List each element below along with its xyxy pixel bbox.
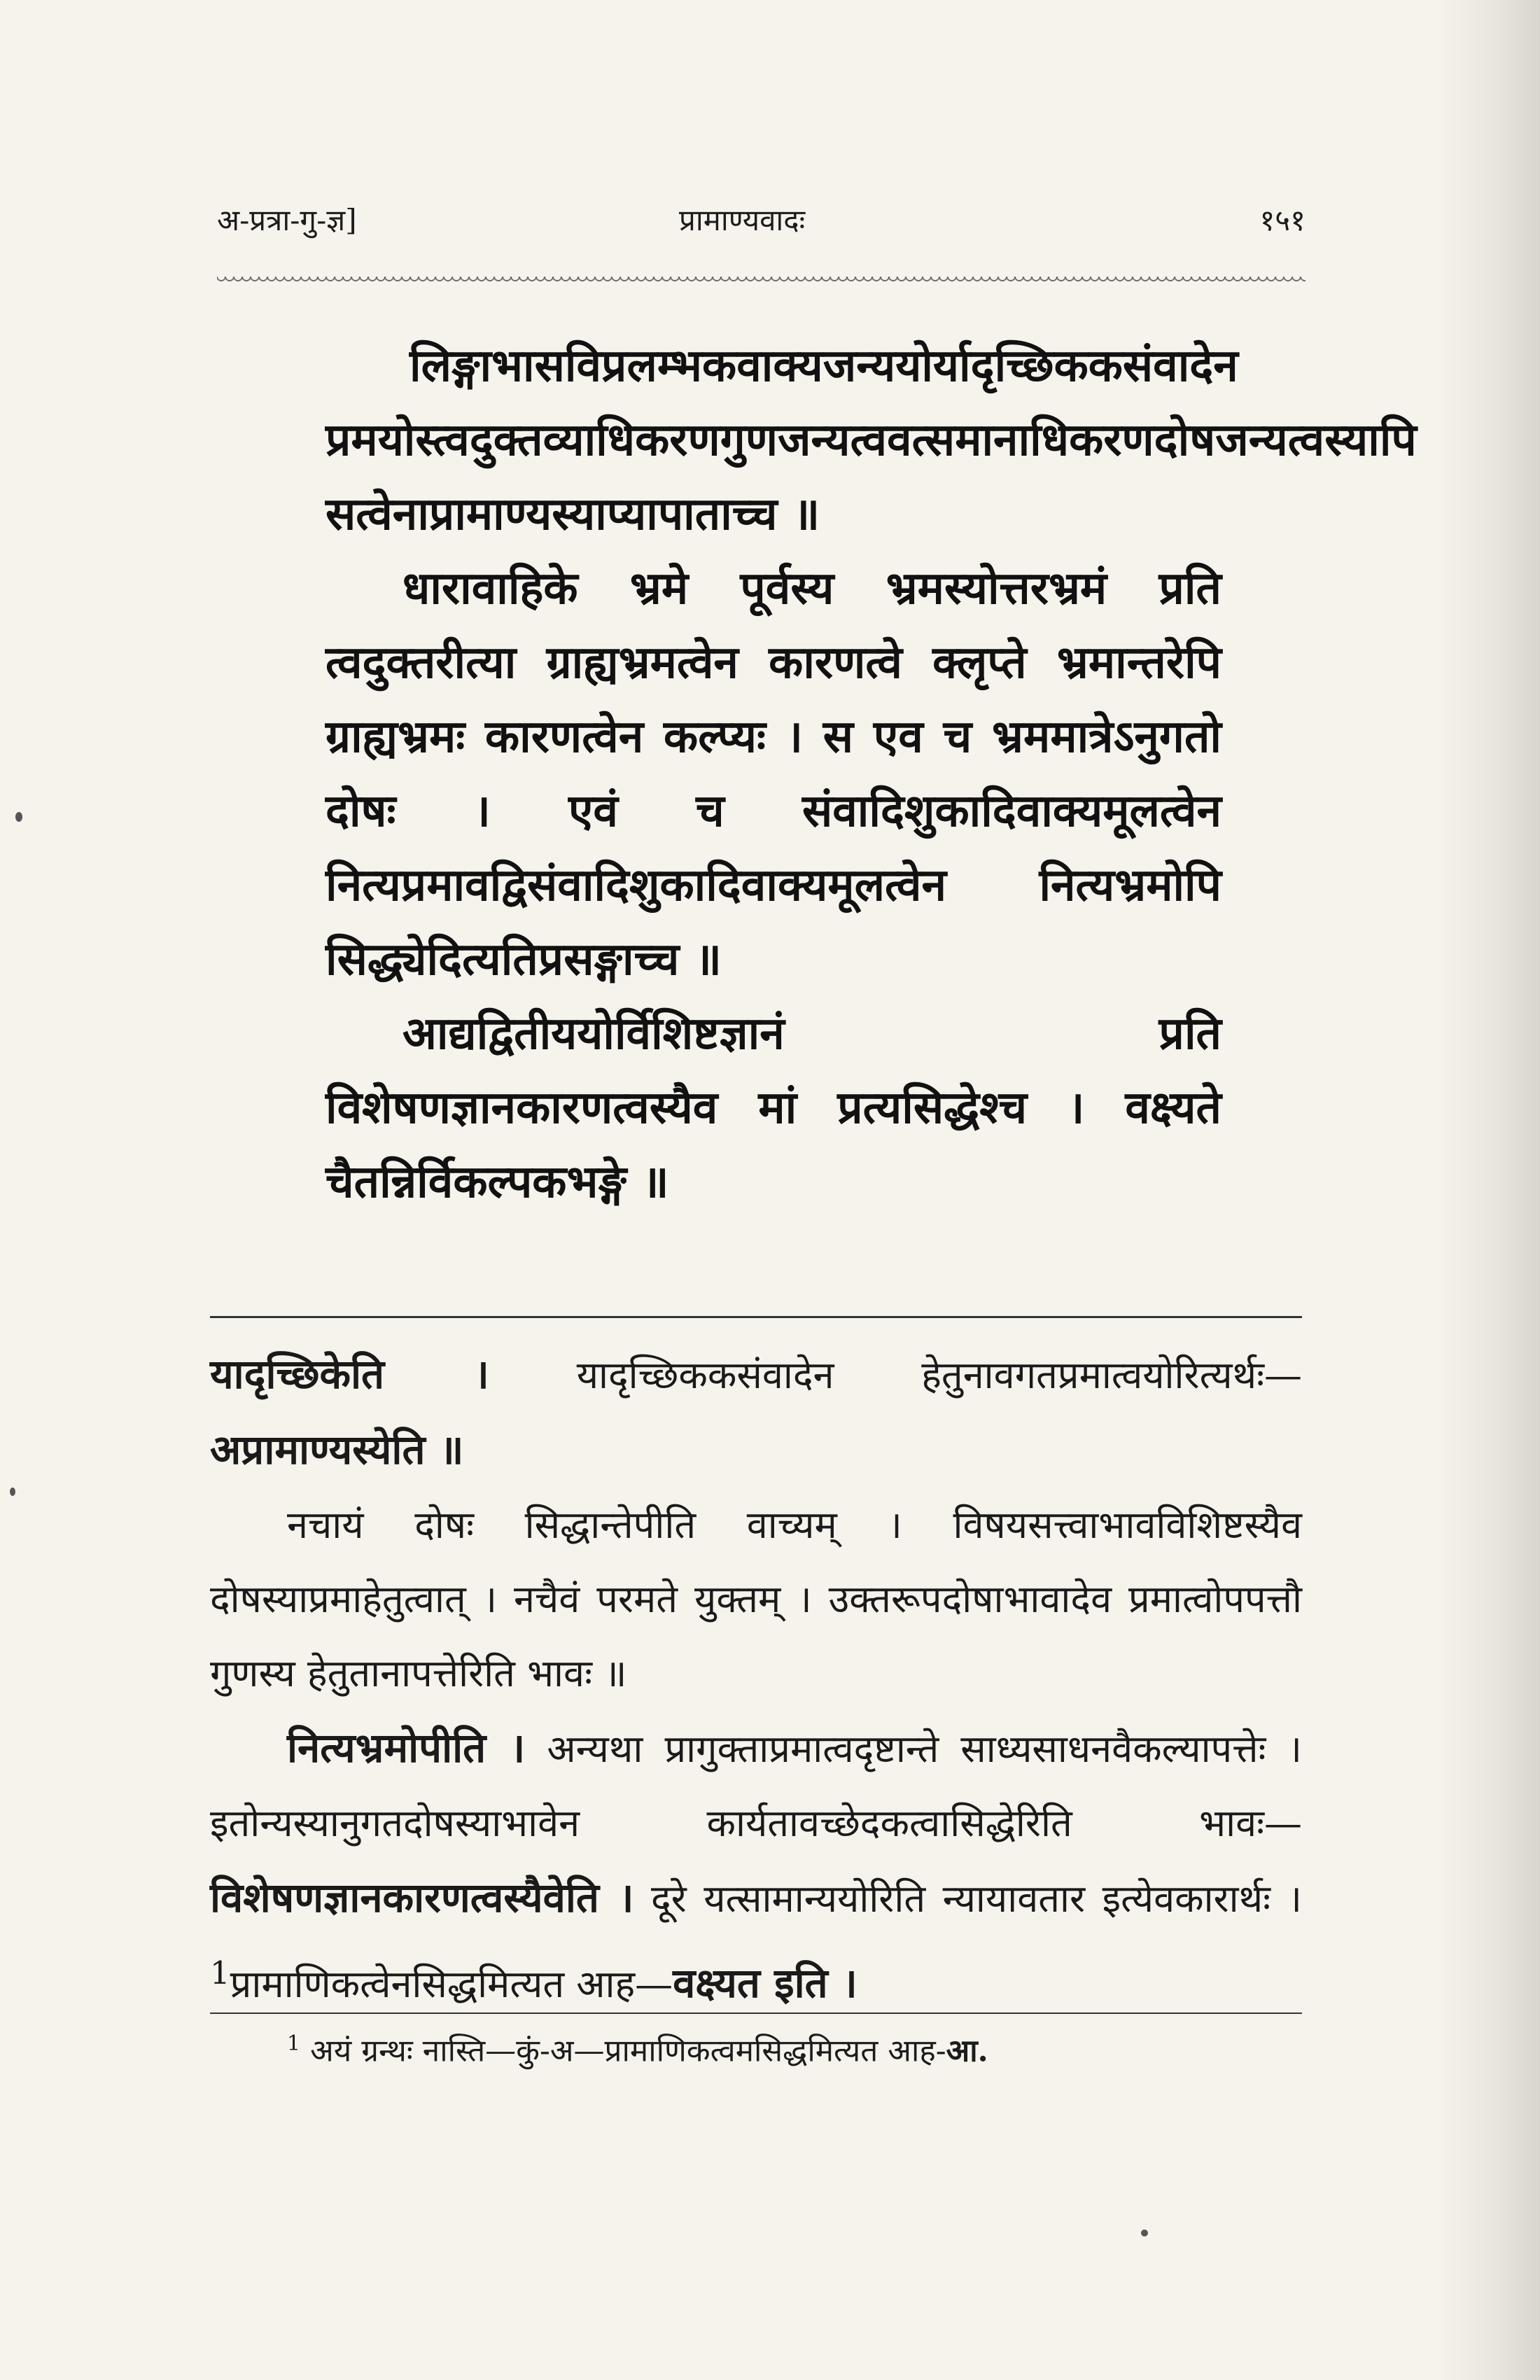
footnote-marker: 1 <box>287 2031 301 2056</box>
scan-speck <box>1141 2230 1148 2236</box>
footnote-source: आ. <box>946 2033 988 2069</box>
root-text <box>326 329 1417 1219</box>
commentary-text: अन्यथा प्रागुक्ताप्रमात्वदृष्टान्ते साध्यसाधनवैकल्यापत्तेः । इतोन्यस्यानुगतदोषस्याभावेन कार्यतावच्छेदकत्वासिद्धेरिति भावः— <box>210 1727 1302 1845</box>
root-paragraph-1: लिङ्गाभासविप्रलम्भकवाक्यजन्ययोर्यादृच्छिककसंवादेन प्रमयोस्त्वदुक्तव्याधिकरणगुणजन्यत्ववत्समानाधिकरणदोषजन्यत्वस्यापि सत्वेनाप्रामाण्यस्याप्यापाताच्च ॥ <box>326 340 1417 540</box>
commentary-divider <box>210 1316 1302 1318</box>
header-wavy-rule <box>217 276 1306 285</box>
commentary-lemma: वक्ष्यत इति । <box>673 1959 858 2007</box>
scan-speck <box>10 1488 15 1496</box>
header-title: प्रामाण्यवादः <box>679 203 806 237</box>
header-siglum: अ-प्रत्रा-गु-ज्ञ] <box>217 203 357 237</box>
page-number: १५१ <box>1259 203 1306 237</box>
commentary-lemma: अप्रामाण्यस्येति ॥ <box>210 1426 464 1474</box>
commentary-paragraph-2: नचायं दोषः सिद्धान्तेपीति वाच्यम् । विषयसत्त्वाभावविशिष्टस्यैव दोषस्याप्रमाहेतुत्वात् । नचैवं परमते युक्तम् । उक्तरूपदोषाभावादेव प्रमात्वोपपत्तौ गुणस्य हेतुतानापत्तेरिति भावः ॥ <box>210 1503 1302 1695</box>
footnote <box>287 2019 1302 2076</box>
commentary-lemma: नित्यभ्रमोपीति । <box>287 1724 526 1772</box>
commentary-paragraph-1 <box>210 1337 1302 1488</box>
footnote-rule <box>210 2012 1302 2014</box>
root-paragraph-2: धारावाहिके भ्रमे पूर्वस्य भ्रमस्योत्तरभ्रमं प्रति त्वदुक्तरीत्या ग्राह्यभ्रमत्वेन कारणत्वे क्लृप्ते भ्रमान्तरेपि ग्राह्यभ्रमः कारणत्वेन कल्प्यः । स एव च भ्रममात्रेऽनुगतो दोषः । एवं च संवादिशुकादिवाक्यमूलत्वेन नित्यप्रमावद्विसंवादिशुकादिवाक्यमूलत्वेन नित्यभ्रमोपि सिद्ध्येदित्यतिप्रसङ्गाच्च ॥ <box>326 562 1222 986</box>
commentary-text: दूरे यत्सामान्ययोरिति न्यायावतार इत्येवकारार्थः । <box>650 1877 1303 1921</box>
commentary-text: यादृच्छिककसंवादेन हेतुनावगतप्रमात्वयोरित्यर्थः— <box>576 1353 1302 1397</box>
footnote-text: अयं ग्रन्थः नास्ति—कुं-अ—प्रामाणिकत्वमसिद्धमित्यत आह- <box>310 2033 946 2069</box>
footnote-marker: 1 <box>210 1954 230 1991</box>
commentary-text: प्रामाणिकत्वेनसिद्धमित्यत आह— <box>230 1962 673 2006</box>
scan-speck <box>15 812 22 822</box>
commentary <box>210 1337 1302 2022</box>
running-header <box>217 200 1306 255</box>
commentary-lemma: विशेषणज्ञानकारणत्वस्यैवेति । <box>210 1874 634 1921</box>
commentary-lemma: यादृच्छिकेति । <box>210 1350 489 1398</box>
page-edge-shadow <box>1435 0 1540 2380</box>
root-paragraph-3: आद्यद्वितीययोर्विशिष्टज्ञानं प्रति विशेषणज्ञानकारणत्वस्यैव मां प्रत्यसिद्धेश्च । वक्ष्यते चैतन्निर्विकल्पकभङ्गे ॥ <box>326 1007 1222 1208</box>
commentary-paragraph-3 <box>210 1711 1302 2022</box>
